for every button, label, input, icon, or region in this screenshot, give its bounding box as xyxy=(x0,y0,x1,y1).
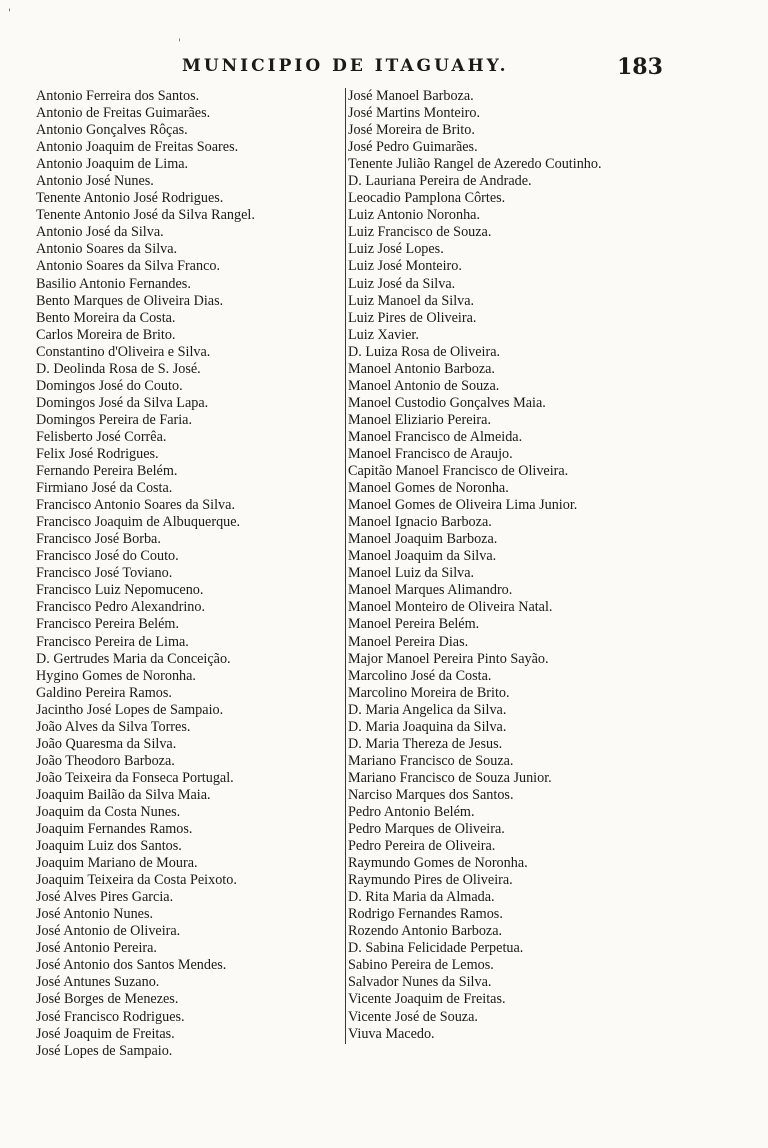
name-entry: Luiz Pires de Oliveira. xyxy=(348,309,477,326)
name-entry: João Teixeira da Fonseca Portugal. xyxy=(36,769,234,786)
name-entry: Pedro Antonio Belém. xyxy=(348,803,475,820)
name-entry: Luiz Francisco de Souza. xyxy=(348,224,492,241)
name-entry: Firmiano José da Costa. xyxy=(36,480,173,497)
name-entry: Francisco José Toviano. xyxy=(36,565,173,582)
name-entry: Antonio Gonçalves Rôças. xyxy=(36,122,188,139)
name-entry: Tenente Julião Rangel de Azeredo Coutinho. xyxy=(348,156,602,173)
name-entry: Francisco Pereira de Lima. xyxy=(36,633,189,650)
name-entry: Viuva Macedo. xyxy=(348,1025,435,1042)
name-entry: Francisco José do Couto. xyxy=(36,548,179,565)
name-entry: Antonio José da Silva. xyxy=(36,224,164,241)
name-entry: José Antonio Pereira. xyxy=(36,940,157,957)
name-entry: José Antunes Suzano. xyxy=(36,974,160,991)
name-entry: Felisberto José Corrêa. xyxy=(36,428,167,445)
name-entry: Felix José Rodrigues. xyxy=(36,445,159,462)
name-entry: Carlos Moreira de Brito. xyxy=(36,326,176,343)
name-entry: Joaquim Luiz dos Santos. xyxy=(36,838,182,855)
name-entry: Pedro Marques de Oliveira. xyxy=(348,821,505,838)
name-entry: Francisco Pedro Alexandrino. xyxy=(36,599,206,616)
name-entry: Antonio Soares da Silva Franco. xyxy=(36,258,221,275)
name-entry: D. Rita Maria da Almada. xyxy=(348,889,495,906)
name-entry: Rodrigo Fernandes Ramos. xyxy=(348,906,503,923)
name-entry: Capitão Manoel Francisco de Oliveira. xyxy=(348,463,569,480)
name-entry: Domingos Pereira de Faria. xyxy=(36,411,193,428)
name-entry: Jacintho José Lopes de Sampaio. xyxy=(36,701,224,718)
name-entry: Antonio Soares da Silva. xyxy=(36,241,178,258)
name-entry: D. Lauriana Pereira de Andrade. xyxy=(348,173,532,190)
name-entry: José Antonio dos Santos Mendes. xyxy=(36,957,227,974)
name-entry: D. Maria Angelica da Silva. xyxy=(348,701,507,718)
name-entry: José Antonio de Oliveira. xyxy=(36,923,181,940)
name-entry: Mariano Francisco de Souza Junior. xyxy=(348,769,552,786)
name-entry: Manoel Ignacio Barboza. xyxy=(348,514,492,531)
name-entry: D. Gertrudes Maria da Conceição. xyxy=(36,650,231,667)
name-entry: José Borges de Menezes. xyxy=(36,991,179,1008)
name-entry: Galdino Pereira Ramos. xyxy=(36,684,172,701)
name-entry: Luiz José da Silva. xyxy=(348,275,456,292)
running-title: MUNICIPIO DE ITAGUAHY. xyxy=(182,56,509,76)
name-entry: Sabino Pereira de Lemos. xyxy=(348,957,494,974)
name-entry: José Antonio Nunes. xyxy=(36,906,154,923)
name-entry: Antonio José Nunes. xyxy=(36,173,154,190)
name-entry: João Theodoro Barboza. xyxy=(36,752,175,769)
name-entry: Joaquim da Costa Nunes. xyxy=(36,803,181,820)
name-entry: Manoel Custodio Gonçalves Maia. xyxy=(348,394,546,411)
name-entry: Luiz Xavier. xyxy=(348,326,419,343)
name-entry: Joaquim Bailão da Silva Maia. xyxy=(36,786,211,803)
name-entry: Manoel Pereira Dias. xyxy=(348,633,469,650)
name-entry: Antonio Ferreira dos Santos. xyxy=(36,88,200,104)
name-entry: Luiz José Monteiro. xyxy=(348,258,462,275)
name-entry: Pedro Pereira de Oliveira. xyxy=(348,838,496,855)
name-entry: Vicente Joaquim de Freitas. xyxy=(348,991,506,1008)
name-entry: D. Deolinda Rosa de S. José. xyxy=(36,360,201,377)
name-entry: Bento Marques de Oliveira Dias. xyxy=(36,292,224,309)
name-entry: Mariano Francisco de Souza. xyxy=(348,752,514,769)
name-entry: José Alves Pires Garcia. xyxy=(36,889,174,906)
name-entry: Francisco Luiz Nepomuceno. xyxy=(36,582,204,599)
name-entry: Fernando Pereira Belém. xyxy=(36,463,178,480)
name-entry: José Moreira de Brito. xyxy=(348,122,475,139)
name-entry: D. Maria Thereza de Jesus. xyxy=(348,735,503,752)
name-entry: Manoel Antonio Barboza. xyxy=(348,360,495,377)
column-divider xyxy=(345,88,346,1044)
name-entry: Francisco Joaquim de Albuquerque. xyxy=(36,514,241,531)
name-entry: Basilio Antonio Fernandes. xyxy=(36,275,191,292)
name-entry: Vicente José de Souza. xyxy=(348,1008,478,1025)
name-entry: José Manoel Barboza. xyxy=(348,88,474,104)
name-entry: Antonio Joaquim de Lima. xyxy=(36,156,189,173)
name-entry: Bento Moreira da Costa. xyxy=(36,309,176,326)
name-entry: D. Luiza Rosa de Oliveira. xyxy=(348,343,501,360)
name-entry: Rozendo Antonio Barboza. xyxy=(348,923,503,940)
name-entry: Marcolino Moreira de Brito. xyxy=(348,684,510,701)
page-number: 183 xyxy=(617,54,663,80)
name-entry: José Pedro Guimarães. xyxy=(348,139,478,156)
name-entry: Manoel Francisco de Almeida. xyxy=(348,428,523,445)
name-entry: Luiz José Lopes. xyxy=(348,241,444,258)
name-entry: Manoel Pereira Belém. xyxy=(348,616,480,633)
name-entry: Joaquim Fernandes Ramos. xyxy=(36,821,193,838)
name-entry: Domingos José do Couto. xyxy=(36,377,183,394)
name-entry: Major Manoel Pereira Pinto Sayão. xyxy=(348,650,549,667)
name-entry: José Francisco Rodrigues. xyxy=(36,1008,185,1025)
name-entry: Antonio Joaquim de Freitas Soares. xyxy=(36,139,239,156)
name-entry: João Quaresma da Silva. xyxy=(36,735,177,752)
name-entry: Tenente Antonio José da Silva Rangel. xyxy=(36,207,255,224)
name-entry: Francisco Antonio Soares da Silva. xyxy=(36,497,235,514)
name-entry: Domingos José da Silva Lapa. xyxy=(36,394,209,411)
name-entry: Salvador Nunes da Silva. xyxy=(348,974,492,991)
name-entry: Manoel Antonio de Souza. xyxy=(348,377,500,394)
name-entry: Raymundo Pires de Oliveira. xyxy=(348,872,513,889)
name-entry: Manoel Luiz da Silva. xyxy=(348,565,475,582)
name-entry: José Joaquim de Freitas. xyxy=(36,1025,175,1042)
name-entry: Hygino Gomes de Noronha. xyxy=(36,667,196,684)
name-entry: José Martins Monteiro. xyxy=(348,105,481,122)
name-entry: Francisco Pereira Belém. xyxy=(36,616,180,633)
left-name-column xyxy=(36,88,336,1060)
name-entry: Francisco José Borba. xyxy=(36,531,161,548)
name-entry: Manoel Joaquim Barboza. xyxy=(348,531,498,548)
name-entry: Manoel Gomes de Oliveira Lima Junior. xyxy=(348,497,578,514)
name-entry: Luiz Manoel da Silva. xyxy=(348,292,475,309)
name-entry: José Lopes de Sampaio. xyxy=(36,1042,173,1059)
name-entry: Luiz Antonio Noronha. xyxy=(348,207,481,224)
name-entry: Leocadio Pamplona Côrtes. xyxy=(348,190,506,207)
name-entry: Antonio de Freitas Guimarães. xyxy=(36,105,211,122)
margin-speck: ' xyxy=(8,8,11,19)
name-entry: Manoel Joaquim da Silva. xyxy=(348,548,497,565)
name-entry: Manoel Eliziario Pereira. xyxy=(348,411,491,428)
name-entry: Marcolino José da Costa. xyxy=(348,667,492,684)
name-entry: Tenente Antonio José Rodrigues. xyxy=(36,190,224,207)
name-entry: D. Maria Joaquina da Silva. xyxy=(348,718,507,735)
name-entry: Manoel Francisco de Araujo. xyxy=(348,445,513,462)
name-entry: Joaquim Teixeira da Costa Peixoto. xyxy=(36,872,237,889)
name-entry: Constantino d'Oliveira e Silva. xyxy=(36,343,211,360)
name-entry: D. Sabina Felicidade Perpetua. xyxy=(348,940,524,957)
name-entry: Narciso Marques dos Santos. xyxy=(348,786,514,803)
name-entry: João Alves da Silva Torres. xyxy=(36,718,191,735)
name-entry: Manoel Monteiro de Oliveira Natal. xyxy=(348,599,553,616)
margin-speck: ' xyxy=(178,38,181,49)
name-entry: Raymundo Gomes de Noronha. xyxy=(348,855,528,872)
name-entry: Joaquim Mariano de Moura. xyxy=(36,855,198,872)
name-entry: Manoel Gomes de Noronha. xyxy=(348,480,509,497)
right-name-column xyxy=(348,88,678,1043)
page-header xyxy=(0,56,768,82)
name-entry: Manoel Marques Alimandro. xyxy=(348,582,513,599)
